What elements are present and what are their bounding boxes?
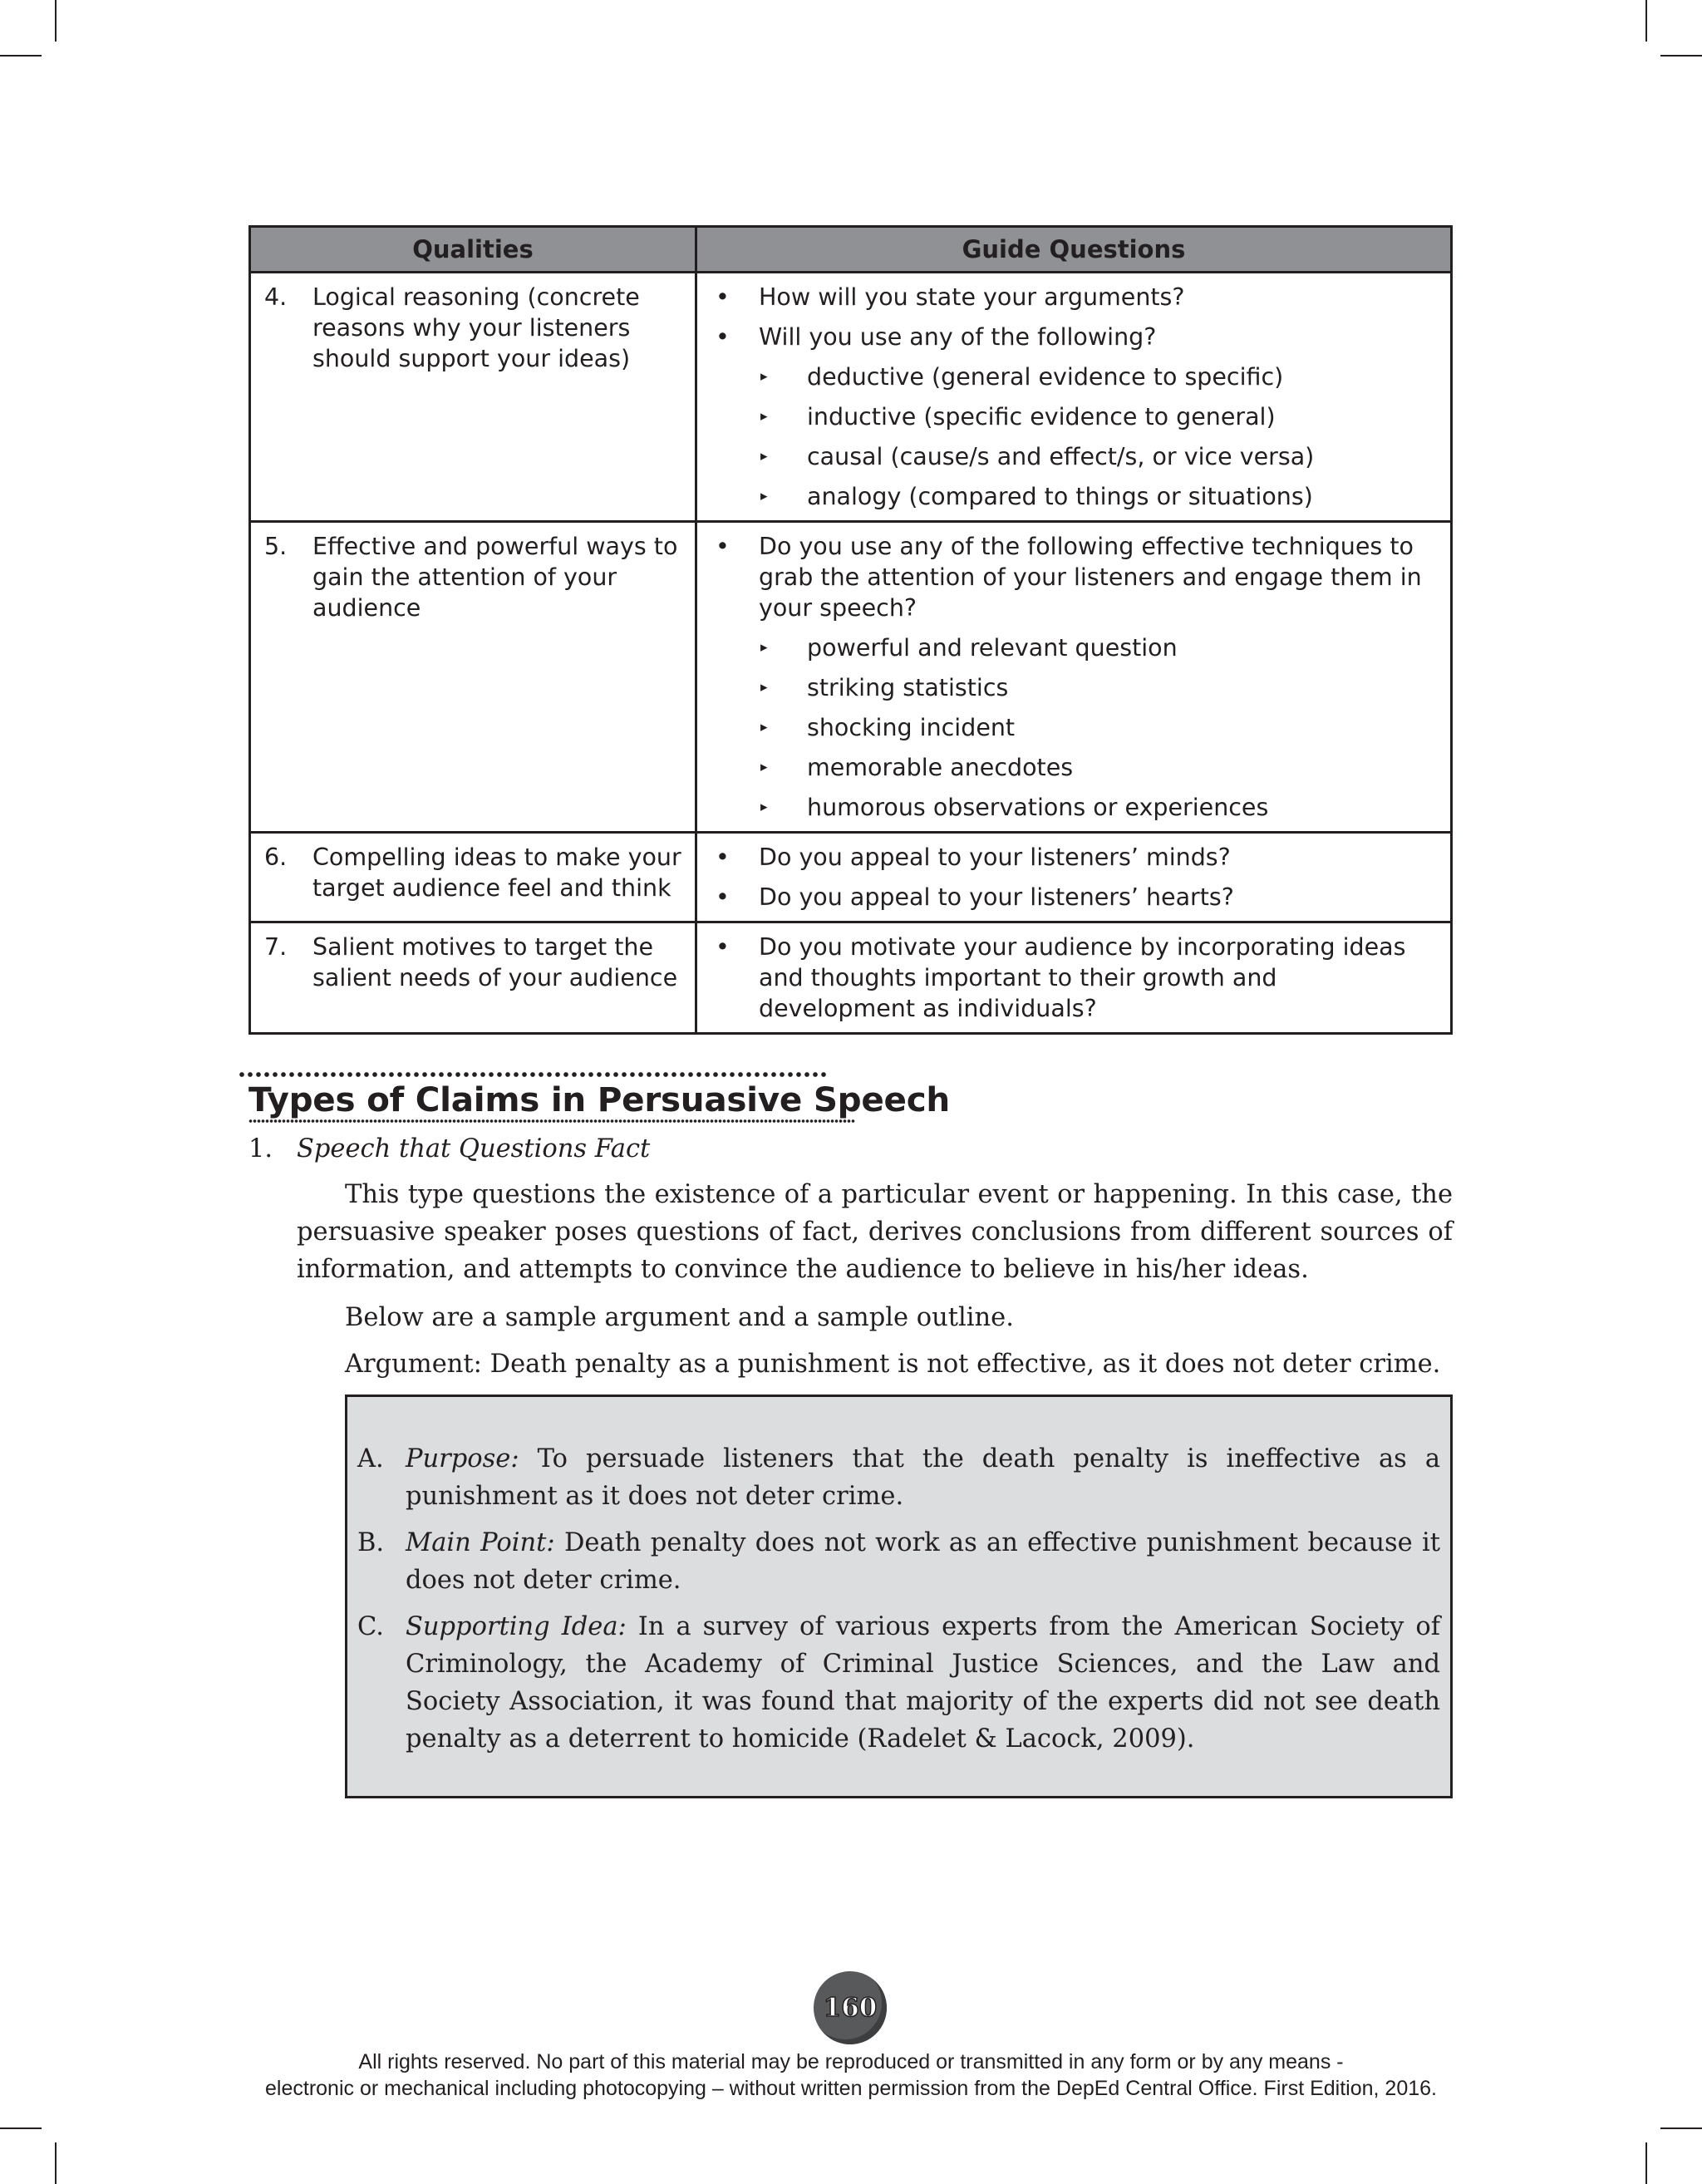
list-item	[711, 882, 1437, 912]
qualities-table	[248, 225, 1453, 1035]
list-item	[759, 362, 1437, 392]
list-item	[711, 531, 1437, 823]
arrow-bullet-icon: ▸	[760, 719, 768, 735]
outline-text: To persuade listeners that the death penalty is ineffective as a punishment as it does not deter crime.	[406, 1444, 1440, 1511]
copyright-line-2: electronic or mechanical including photocopying – without written permission from the DepEd Central Office. First Edition, 2016.	[265, 2077, 1437, 2100]
list-item	[759, 752, 1437, 783]
outline-item	[357, 1440, 1440, 1515]
table-row	[250, 273, 1452, 522]
list-item	[711, 282, 1437, 312]
column-header-qualities: Qualities	[250, 227, 696, 273]
list-item	[759, 792, 1437, 823]
quality-cell	[250, 833, 696, 922]
bullet-icon: •	[716, 883, 730, 911]
page-number: 160	[823, 1993, 878, 2023]
bullet-icon: •	[716, 844, 730, 871]
arrow-bullet-icon: ▸	[760, 679, 768, 696]
outline-label: Main Point:	[406, 1528, 555, 1557]
outline-label: Supporting Idea:	[406, 1612, 627, 1641]
outline-text: Death penalty does not work as an effective punishment because it does not deter crime.	[406, 1528, 1440, 1595]
dotted-rule	[238, 1072, 829, 1077]
option-text: memorable anecdotes	[807, 754, 1074, 781]
question-text: Do you appeal to your listeners’ minds?	[759, 844, 1231, 871]
list-item	[711, 322, 1437, 512]
sample-outline-box	[345, 1395, 1453, 1798]
crop-mark	[55, 2142, 57, 2184]
option-text: deductive (general evidence to specific)	[807, 363, 1284, 391]
list-item	[759, 672, 1437, 703]
questions-cell	[696, 833, 1452, 922]
bullet-icon: •	[716, 933, 730, 961]
table-row	[250, 922, 1452, 1034]
arrow-bullet-icon: ▸	[760, 759, 768, 775]
quality-text: Logical reasoning (concrete reasons why your listeners should support your ideas)	[312, 283, 640, 372]
arrow-bullet-icon: ▸	[760, 799, 768, 815]
questions-cell	[696, 522, 1452, 833]
questions-cell	[696, 922, 1452, 1034]
arrow-bullet-icon: ▸	[760, 639, 768, 656]
questions-cell	[696, 273, 1452, 522]
quality-number: 4.	[264, 283, 288, 311]
crop-mark	[1660, 55, 1702, 57]
list-item	[759, 632, 1437, 663]
list-item	[759, 712, 1437, 743]
option-text: causal (cause/s and effect/s, or vice versa)	[807, 443, 1315, 470]
question-text: Do you motivate your audience by incorporating ideas and thoughts important to their growth and development as individuals?	[759, 933, 1406, 1022]
section-title: Types of Claims in Persuasive Speech	[248, 1080, 950, 1119]
option-text: inductive (specific evidence to general)	[807, 403, 1276, 430]
bullet-icon: •	[716, 283, 730, 311]
list-item	[711, 932, 1437, 1024]
arrow-bullet-icon: ▸	[760, 448, 768, 465]
table-row	[250, 833, 1452, 922]
page-number-badge	[814, 1971, 887, 2044]
arrow-bullet-icon: ▸	[760, 408, 768, 425]
claim-type-heading	[248, 1130, 650, 1168]
list-item	[711, 842, 1437, 873]
question-text: Will you use any of the following?	[759, 323, 1157, 351]
outline-label: Purpose:	[406, 1444, 519, 1473]
option-text: powerful and relevant question	[807, 634, 1178, 662]
list-item	[759, 401, 1437, 432]
arrow-bullet-icon: ▸	[760, 488, 768, 504]
copyright-line-1: All rights reserved. No part of this material may be reproduced or transmitted in any form or by any means -	[358, 2050, 1344, 2073]
crop-mark	[1660, 2127, 1702, 2129]
outline-item	[357, 1524, 1440, 1599]
bullet-icon: •	[716, 533, 730, 560]
column-header-guide-questions: Guide Questions	[696, 227, 1452, 273]
table-row	[250, 522, 1452, 833]
outline-item	[357, 1608, 1440, 1758]
argument-text: Argument: Death penalty as a punishment is not effective, as it does not deter crime.	[345, 1350, 1441, 1379]
quality-cell	[250, 522, 696, 833]
quality-cell	[250, 273, 696, 522]
quality-number: 7.	[264, 933, 288, 961]
crop-mark	[55, 0, 57, 42]
quality-text: Salient motives to target the salient needs of your audience	[312, 933, 678, 991]
dotted-underline	[248, 1119, 855, 1123]
claim-title: Speech that Questions Fact	[297, 1134, 651, 1163]
outline-text: In a survey of various experts from the American Society of Criminology, the Academy of Criminal Justice Sciences, and the Law and Society Association, it was found that majority of the experts did not see death penalty as a deterrent to homicide (Radelet & Lacock, 2009).	[406, 1612, 1441, 1754]
table-header-row	[250, 227, 1452, 273]
bullet-icon: •	[716, 323, 730, 351]
quality-text: Effective and powerful ways to gain the attention of your audience	[312, 533, 678, 622]
quality-number: 6.	[264, 844, 288, 871]
crop-mark	[0, 55, 42, 57]
option-text: humorous observations or experiences	[807, 794, 1269, 821]
question-text: How will you state your arguments?	[759, 283, 1185, 311]
body-paragraph: This type questions the existence of a particular event or happening. In this case, the persuasive speaker poses questions of fact, derives conclusions from different sources of information, and attempts to convince the audience to believe in his/her ideas.	[297, 1180, 1453, 1284]
crop-mark	[1645, 2142, 1647, 2184]
arrow-bullet-icon: ▸	[760, 368, 768, 385]
option-text: shocking incident	[807, 714, 1016, 741]
claim-number: 1.	[248, 1134, 273, 1163]
list-item	[759, 481, 1437, 512]
outline-letter: C.	[357, 1612, 384, 1641]
question-text: Do you appeal to your listeners’ hearts?	[759, 883, 1234, 911]
list-item	[759, 441, 1437, 472]
option-text: analogy (compared to things or situations)	[807, 483, 1313, 510]
crop-mark	[1645, 0, 1647, 42]
option-text: striking statistics	[807, 674, 1009, 701]
body-paragraph: Below are a sample argument and a sample outline.	[345, 1303, 1014, 1332]
question-text: Do you use any of the following effective techniques to grab the attention of your listeners and engage them in your speech?	[759, 533, 1422, 622]
quality-cell	[250, 922, 696, 1034]
outline-letter: A.	[357, 1444, 384, 1473]
outline-letter: B.	[357, 1528, 385, 1557]
quality-number: 5.	[264, 533, 288, 560]
quality-text: Compelling ideas to make your target audience feel and think	[312, 844, 681, 902]
crop-mark	[0, 2127, 42, 2129]
